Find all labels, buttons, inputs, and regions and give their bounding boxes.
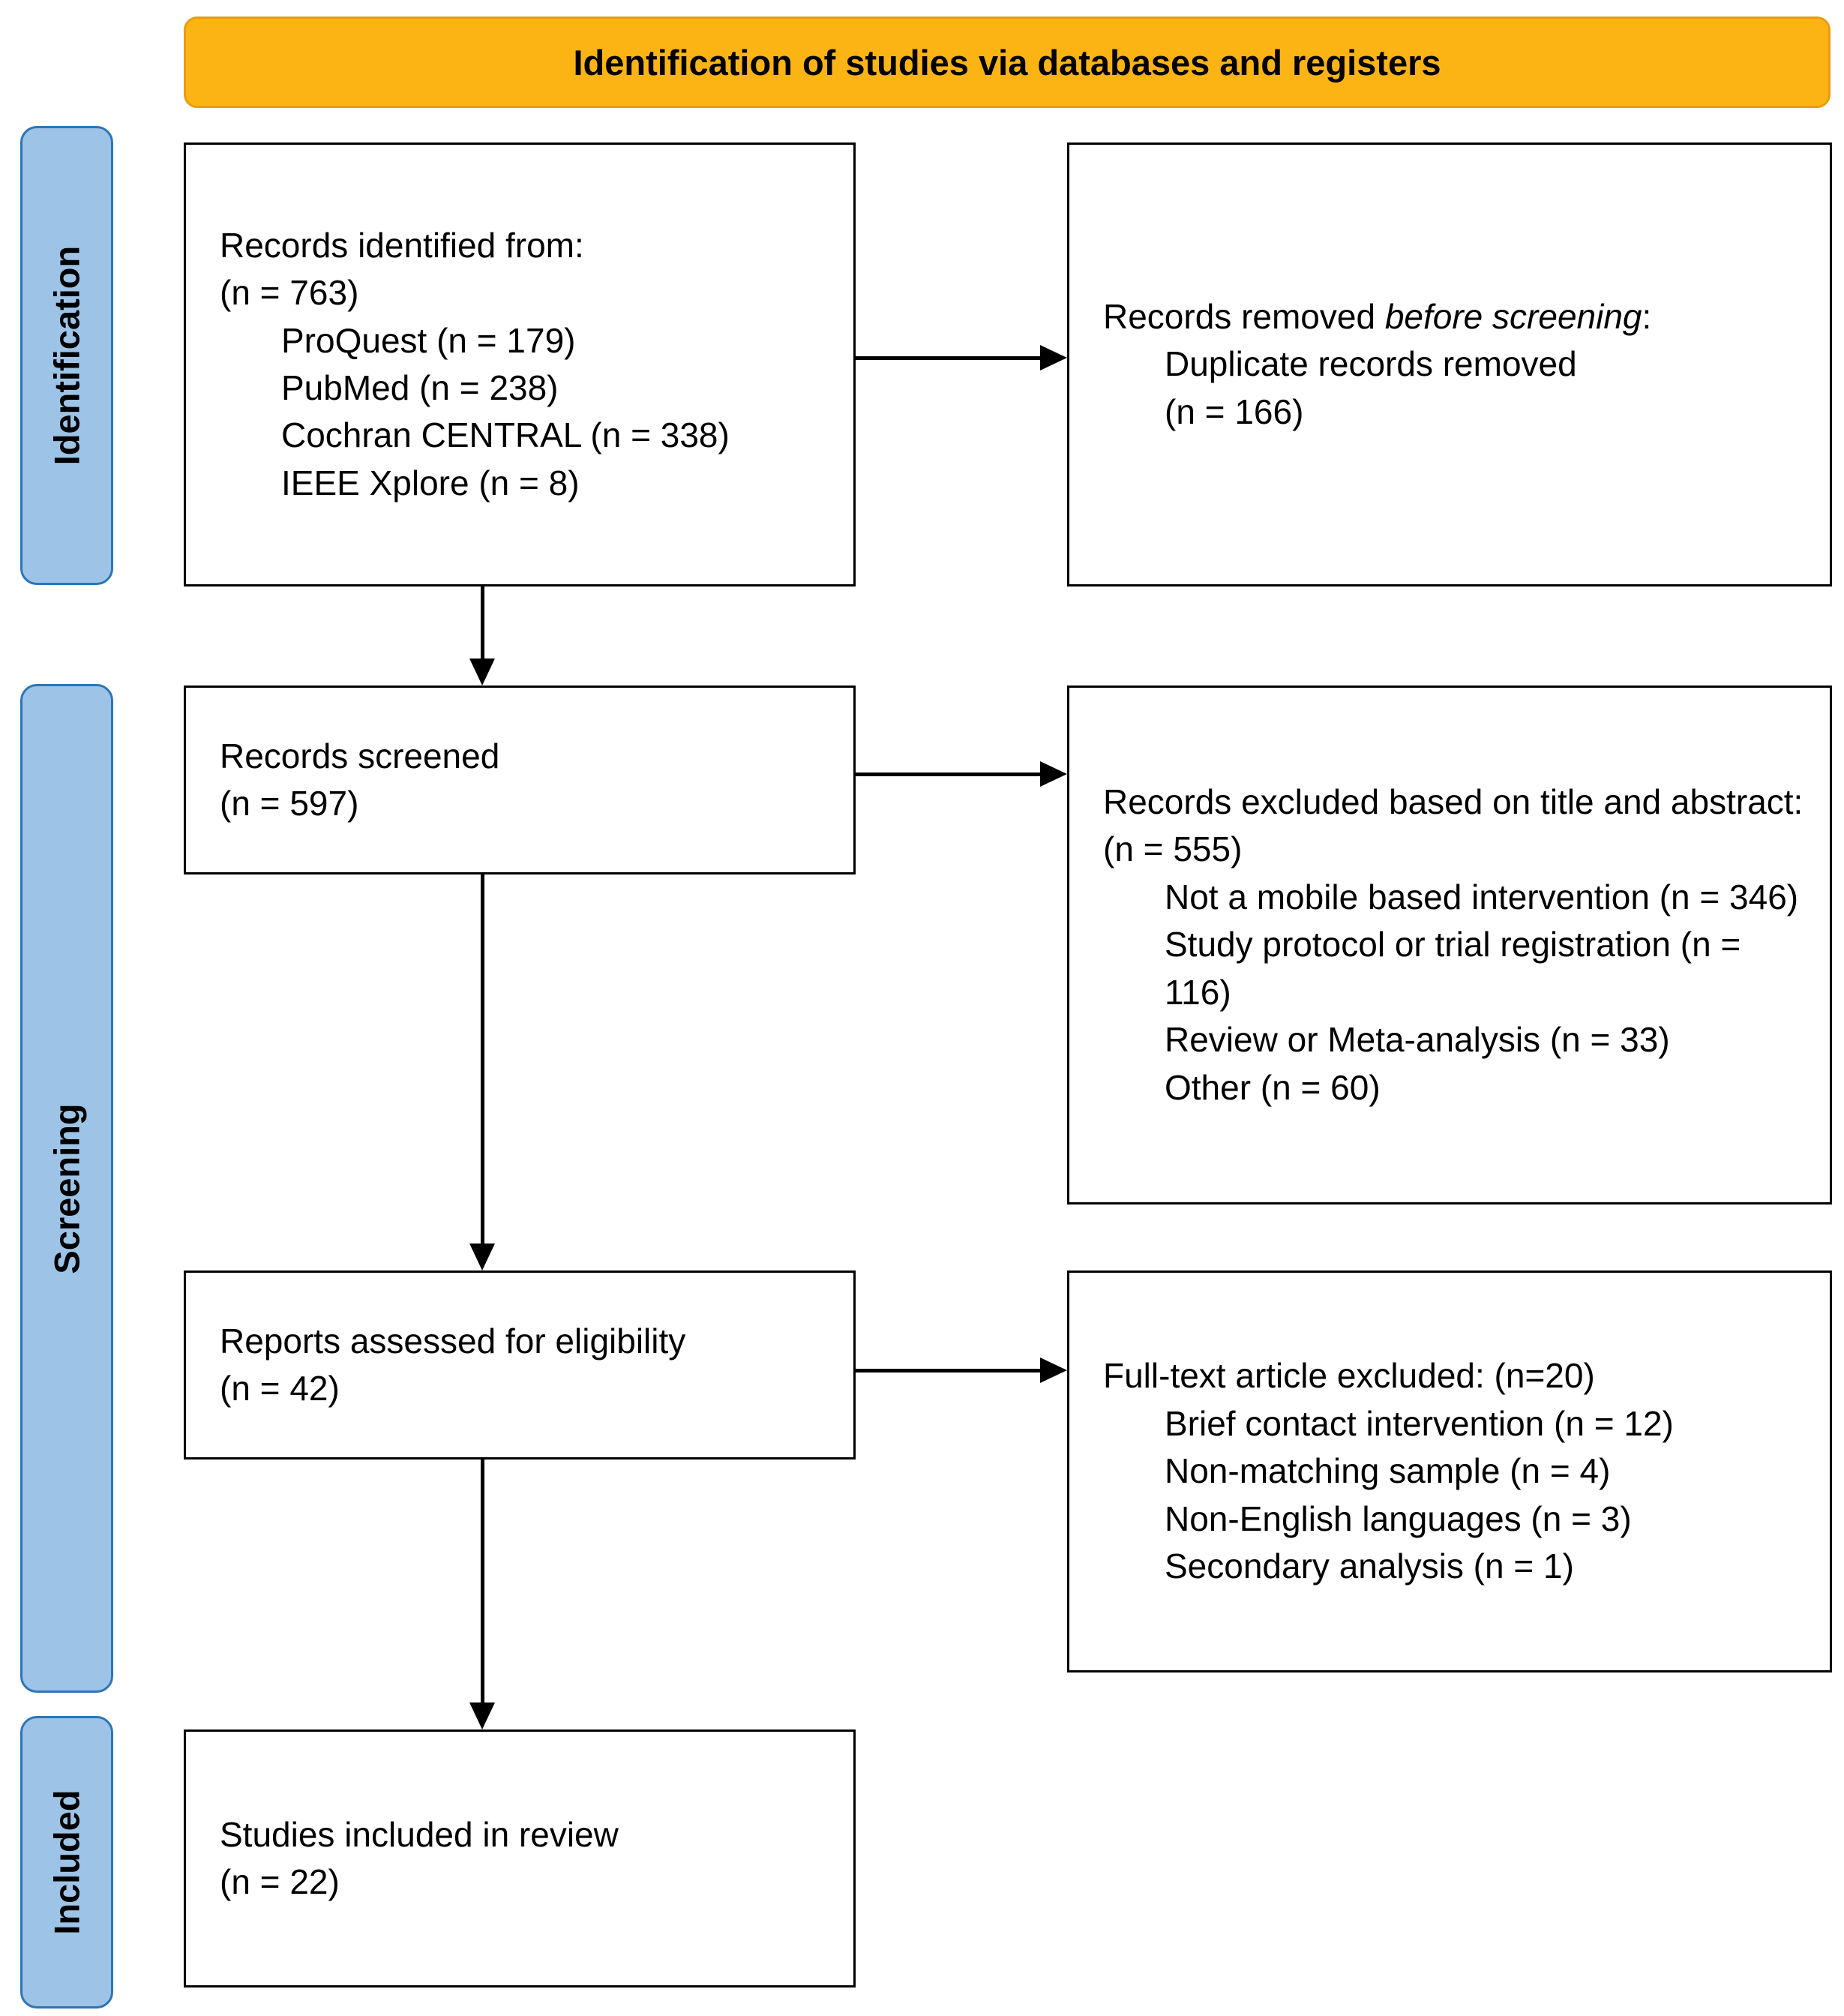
records-identified-box (184, 142, 856, 586)
stage-screening-label: Screening (46, 1102, 87, 1274)
arrow-assessed-to-fulltext (856, 1369, 1042, 1372)
records-removed-title-italic: before screening (1384, 296, 1642, 336)
reports-assessed-title: Reports assessed for eligibility (220, 1321, 686, 1360)
stage-included (20, 1716, 113, 2008)
fulltext-excluded-box (1067, 1270, 1832, 1672)
records-screened-box (184, 686, 856, 874)
records-identified-title: Records identified from: (220, 225, 584, 265)
records-excluded-item: Not a mobile based intervention (n = 346) (1165, 877, 1799, 916)
stage-screening (20, 684, 113, 1693)
fulltext-excluded-item: Non-matching sample (n = 4) (1165, 1451, 1611, 1491)
records-identified-item: ProQuest (n = 179) (281, 320, 576, 360)
stage-identification-label: Identification (46, 245, 87, 466)
studies-included-count: (n = 22) (220, 1862, 340, 1901)
arrow-screened-to-assessed (481, 874, 484, 1245)
studies-included-box (184, 1730, 856, 1988)
fulltext-excluded-item: Secondary analysis (n = 1) (1165, 1546, 1574, 1586)
studies-included-title: Studies included in review (220, 1814, 619, 1854)
stage-included-label: Included (46, 1790, 87, 1935)
arrow-assessed-to-included (481, 1460, 484, 1704)
arrow-head-right-icon (1040, 761, 1067, 787)
arrow-identified-to-removed (856, 356, 1042, 360)
fulltext-excluded-title: Full-text article excluded: (n=20) (1103, 1356, 1595, 1396)
arrow-screened-to-excluded (856, 772, 1042, 776)
records-removed-item: (n = 166) (1165, 392, 1304, 431)
records-screened-title: Records screened (220, 736, 500, 776)
banner-title: Identification of studies via databases and registers (573, 42, 1441, 82)
reports-assessed-count: (n = 42) (220, 1369, 340, 1408)
records-excluded-item: Review or Meta-analysis (n = 33) (1165, 1020, 1670, 1060)
records-identified-item: PubMed (n = 238) (281, 368, 559, 407)
records-excluded-title: Records excluded based on title and abstract: (n = 555) (1103, 782, 1804, 869)
records-removed-title (1103, 293, 1807, 340)
arrow-identified-to-screened (481, 585, 484, 660)
records-excluded-item: Other (n = 60) (1165, 1067, 1381, 1107)
records-excluded-item: Study protocol or trial registration (n = 116) (1165, 925, 1741, 1012)
records-excluded-box (1067, 686, 1832, 1204)
reports-assessed-box (184, 1270, 856, 1460)
banner (184, 16, 1831, 108)
records-identified-item: IEEE Xplore (n = 8) (281, 463, 580, 502)
records-identified-count: (n = 763) (220, 273, 359, 313)
records-removed-title-suffix: : (1642, 296, 1652, 336)
arrow-head-right-icon (1040, 1358, 1067, 1383)
records-removed-box (1067, 142, 1832, 586)
fulltext-excluded-item: Brief contact intervention (n = 12) (1165, 1403, 1674, 1443)
records-removed-item: Duplicate records removed (1165, 344, 1577, 384)
records-screened-count: (n = 597) (220, 784, 359, 823)
arrow-head-down-icon (469, 1244, 495, 1270)
records-identified-item: Cochran CENTRAL (n = 338) (281, 416, 730, 455)
records-removed-title-prefix: Records removed (1103, 296, 1385, 336)
stage-identification (20, 126, 113, 585)
fulltext-excluded-item: Non-English languages (n = 3) (1165, 1498, 1632, 1538)
arrow-head-down-icon (469, 658, 495, 686)
arrow-head-down-icon (469, 1702, 495, 1730)
arrow-head-right-icon (1040, 345, 1067, 370)
